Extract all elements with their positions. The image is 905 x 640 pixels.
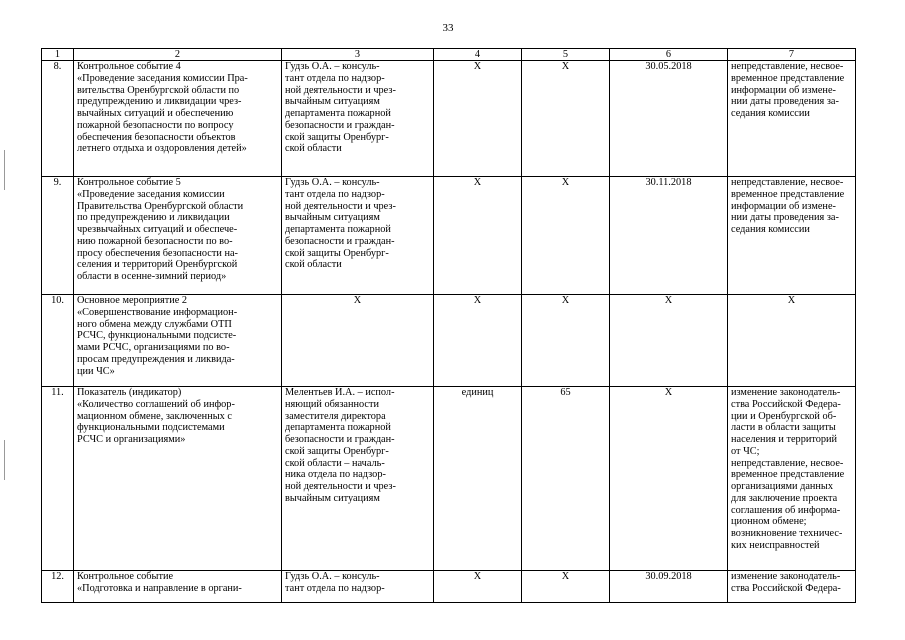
scan-margin-mark (4, 150, 5, 190)
column-number: 3 (282, 49, 434, 61)
due-date-cell: Х (610, 295, 728, 387)
row-number: 12. (42, 571, 74, 603)
column-number: 2 (74, 49, 282, 61)
risk-text: изменение законодатель- ства Российской Федера- (731, 571, 841, 594)
monitoring-plan-table (41, 48, 856, 603)
due-date-cell: Х (610, 387, 728, 571)
due-date-cell: 30.11.2018 (610, 177, 728, 295)
event-description (74, 387, 282, 571)
row-number: 11. (42, 387, 74, 571)
responsible-person (282, 571, 434, 603)
unit-cell: Х (434, 295, 522, 387)
event-description-text: Контрольное событие 4 «Проведение заседания комиссии Пра- вительства Оренбургской области по предупреждению и ликвидации чрез- вычайных ситуаций и обеспечению пожарной безопасности по вопросу обеспечения безопасности объектов летнего отдыха и оздоровления детей» (77, 61, 248, 155)
event-description-text: Контрольное событие 5 «Проведение заседания комиссии Правительства Оренбургской области по предупреждению и ликвидации чрезвычайных ситуаций и обеспече- нию пожарной безопасности по во- просу обеспечения безопасности на- селения и территорий Оренбургской области в осенне-зимний период» (77, 177, 244, 282)
responsible-person (282, 61, 434, 177)
risk-cell (728, 177, 856, 295)
event-description (74, 571, 282, 603)
responsible-person-text: Гудзь О.А. – консуль- тант отдела по надзор- (285, 571, 385, 594)
table-row (42, 571, 856, 603)
column-number: 7 (728, 49, 856, 61)
table-row (42, 61, 856, 177)
event-description-text: Контрольное событие «Подготовка и направление в органи- (77, 571, 242, 594)
risk-cell (728, 61, 856, 177)
row-number: 9. (42, 177, 74, 295)
page-number: 33 (442, 22, 454, 34)
table-row (42, 387, 856, 571)
risk-cell (728, 387, 856, 571)
event-description (74, 295, 282, 387)
value-cell: Х (522, 177, 610, 295)
risk-text: непредставление, несвое- временное представление информации об измене- нии даты проведения за- седания комиссии (731, 61, 845, 119)
value-cell: Х (522, 295, 610, 387)
value-cell: Х (522, 61, 610, 177)
value-cell: Х (522, 571, 610, 603)
risk-cell: Х (728, 295, 856, 387)
row-number: 10. (42, 295, 74, 387)
responsible-person-text: Гудзь О.А. – консуль- тант отдела по надзор- ной деятельности и чрез- вычайным ситуациям департамента пожарной безопасности и граждан- ской защиты Оренбург- ской области (285, 61, 396, 155)
scan-margin-mark (4, 440, 5, 480)
table-row (42, 177, 856, 295)
responsible-person: Х (282, 295, 434, 387)
responsible-person-text: Гудзь О.А. – консуль- тант отдела по надзор- ной деятельности и чрез- вычайным ситуациям департамента пожарной безопасности и граждан- ской защиты Оренбург- ской области (285, 177, 396, 271)
unit-cell: Х (434, 177, 522, 295)
unit-cell: Х (434, 61, 522, 177)
due-date-cell: 30.09.2018 (610, 571, 728, 603)
unit-cell: Х (434, 571, 522, 603)
responsible-person (282, 387, 434, 571)
value-cell: 65 (522, 387, 610, 571)
column-number: 5 (522, 49, 610, 61)
column-number: 1 (42, 49, 74, 61)
event-description-text: Показатель (индикатор) «Количество соглашений об инфор- мационном обмене, заключенных с функциональными подсистемами РСЧС и организациями» (77, 387, 235, 445)
event-description (74, 177, 282, 295)
table-row (42, 295, 856, 387)
row-number: 8. (42, 61, 74, 177)
due-date-cell: 30.05.2018 (610, 61, 728, 177)
column-number-row (42, 49, 856, 61)
column-number: 4 (434, 49, 522, 61)
responsible-person (282, 177, 434, 295)
column-number: 6 (610, 49, 728, 61)
responsible-person-text: Мелентьев И.А. – испол- няющий обязанности заместителя директора департамента пожарной безопасности и граждан- ской защиты Оренбург- ской области – началь- ника отдела по надзор- ной деятельности и чрез- вычайным ситуациям (285, 387, 396, 504)
unit-cell: единиц (434, 387, 522, 571)
event-description (74, 61, 282, 177)
risk-cell (728, 571, 856, 603)
event-description-text: Основное мероприятие 2 «Совершенствование информацион- ного обмена между службами ОТП РСЧС, функциональными подсисте- мами РСЧС, организациями по во- просам предупреждения и ликвида- ции ЧС» (77, 295, 238, 377)
risk-text: непредставление, несвое- временное представление информации об измене- нии даты проведения за- седания комиссии (731, 177, 845, 235)
risk-text: изменение законодатель- ства Российской Федера- ции и Оренбургской об- ласти в области защиты населения и территорий от ЧС; непредставление, несвое- временное представление организациями данных для заключение проекта соглашения об информа- ционном обмене; возникновение техничес- ких неисправностей (731, 387, 845, 551)
